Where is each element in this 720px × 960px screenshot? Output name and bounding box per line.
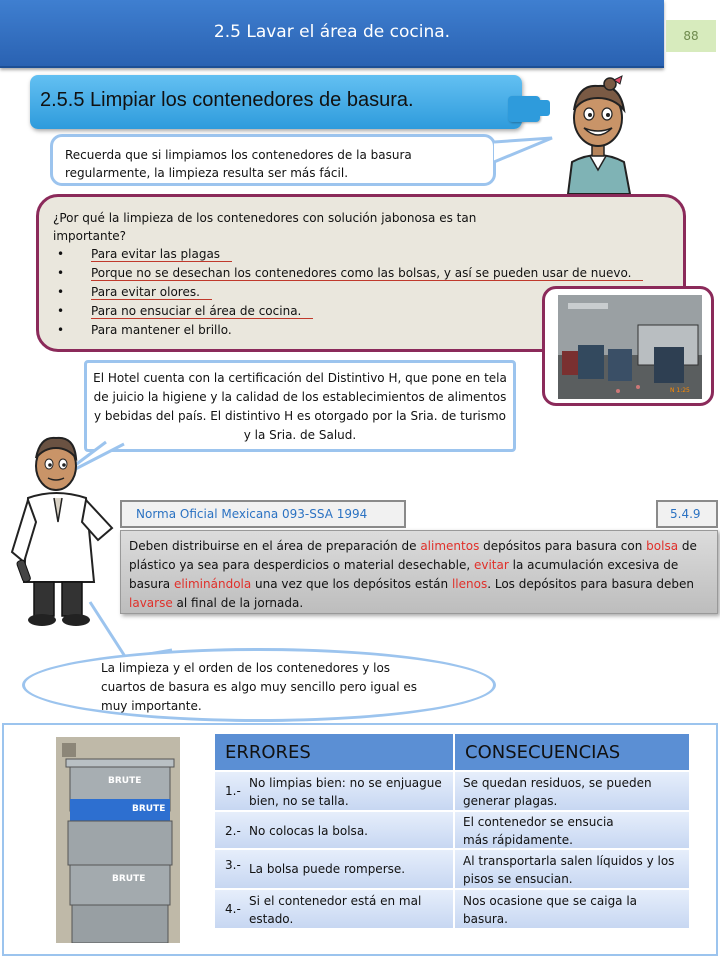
norma-keyword: lavarse <box>129 596 173 610</box>
page-number: 88 <box>666 20 716 52</box>
errors-header-cell <box>214 733 454 771</box>
reason-text: Para evitar las plagas <box>91 247 232 262</box>
norma-segment: Deben distribuirse en el área de preparación de <box>129 539 421 553</box>
closing-speech-bubble <box>22 648 496 722</box>
errors-header: ERRORES <box>225 742 311 763</box>
intro-speech-bubble <box>50 134 496 186</box>
photo-stamp: N 1:25 <box>670 387 690 394</box>
consequence-text: Nos ocasione que se caiga la basura. <box>463 894 638 926</box>
reason-item <box>53 245 643 264</box>
row-number: 3.- <box>225 858 241 872</box>
norma-segment: una vez que los depósitos están <box>251 577 452 591</box>
table-row-consequence <box>454 889 690 929</box>
row-number: 4.- <box>225 902 241 916</box>
error-text: No colocas la bolsa. <box>249 824 368 838</box>
norma-keyword: evitar <box>473 558 509 572</box>
norma-code: 5.4.9 <box>670 507 701 521</box>
closing-text: La limpieza y el orden de los contenedores y los cuartos de basura es algo muy sencillo pero igual es muy importante. <box>101 661 417 713</box>
table-row-error <box>214 811 454 849</box>
bin-label: BRUTE <box>112 874 146 884</box>
stacked-bins-image <box>56 737 180 943</box>
norma-segment: depósitos para basura con <box>479 539 647 553</box>
norma-keyword: eliminándola <box>173 577 252 591</box>
consequence-text: Se quedan residuos, se pueden generar plagas. <box>463 776 652 808</box>
distintivo-text: El Hotel cuenta con la certificación del Distintivo H, que pone en tela de juicio la higiene y la calidad de los establecimientos de alimentos y bebidas del país. El distintivo H es otorgado por la Sria. de turismo y la Sria. de Salud. <box>93 371 507 442</box>
reason-item <box>53 264 643 283</box>
bin-label: BRUTE <box>132 804 166 814</box>
reason-text: Para mantener el brillo. <box>91 323 232 337</box>
table-row-consequence <box>454 811 690 849</box>
stacked-bins-photo <box>56 737 180 943</box>
reason-text: Para evitar olores. <box>91 285 212 300</box>
error-text: Si el contenedor está en mal estado. <box>249 894 422 926</box>
intro-bubble-tail <box>494 136 554 166</box>
norma-segment: al final de la jornada. <box>172 596 304 610</box>
table-row-consequence <box>454 771 690 811</box>
norma-label: Norma Oficial Mexicana 093-SSA 1994 <box>136 507 368 521</box>
errors-table <box>214 733 690 929</box>
trash-room-image <box>558 295 702 399</box>
kitchen-photo-frame <box>542 286 714 406</box>
consequence-text: El contenedor se ensucia más rápidamente. <box>463 815 614 847</box>
woman-cook-illustration <box>548 74 648 194</box>
bin-label: BRUTE <box>108 776 142 786</box>
consequences-header-cell <box>454 733 690 771</box>
norma-body-box <box>120 530 718 614</box>
error-text: No limpias bien: no se enjuague bien, no se talla. <box>249 776 442 808</box>
distintivo-speech-bubble <box>84 360 516 452</box>
norma-segment: de plástico ya sea para desperdicios o material desechable, <box>129 539 697 572</box>
header-bar <box>0 0 664 68</box>
error-text: La bolsa puede romperse. <box>249 862 406 876</box>
doctor-illustration <box>6 432 118 628</box>
intro-text: Recuerda que si limpiamos los contenedores de la basura regularmente, la limpieza resulta ser más fácil. <box>65 148 412 180</box>
norma-keyword: llenos <box>451 577 488 591</box>
norma-keyword: bolsa <box>646 539 679 553</box>
row-number: 2.- <box>225 824 241 838</box>
norma-segment: la acumulación excesiva de basura <box>129 558 679 591</box>
table-row-consequence <box>454 849 690 889</box>
consequences-header: CONSECUENCIAS <box>465 742 621 763</box>
why-question: ¿Por qué la limpieza de los contenedores con solución jabonosa es tan importante? <box>53 211 477 243</box>
norma-code-tab <box>656 500 718 528</box>
norma-label-tab <box>120 500 406 528</box>
reason-text: Para no ensuciar el área de cocina. <box>91 304 313 319</box>
table-row-error <box>214 849 454 889</box>
reason-text: Porque no se desechan los contenedores como las bolsas, y así se pueden usar de nuevo. <box>91 266 643 281</box>
kitchen-photo <box>558 295 702 399</box>
norma-keyword: alimentos <box>420 539 480 553</box>
table-row-error <box>214 771 454 811</box>
row-number: 1.- <box>225 784 241 798</box>
section-title: 2.5.5 Limpiar los contenedores de basura. <box>40 89 414 111</box>
section-title-banner <box>30 75 522 129</box>
norma-segment: . Los depósitos para basura deben <box>487 577 694 591</box>
table-row-error <box>214 889 454 929</box>
header-title: 2.5 Lavar el área de cocina. <box>213 22 451 42</box>
consequence-text: Al transportarla salen líquidos y los pisos se ensucian. <box>463 854 675 886</box>
norma-text <box>129 537 713 613</box>
